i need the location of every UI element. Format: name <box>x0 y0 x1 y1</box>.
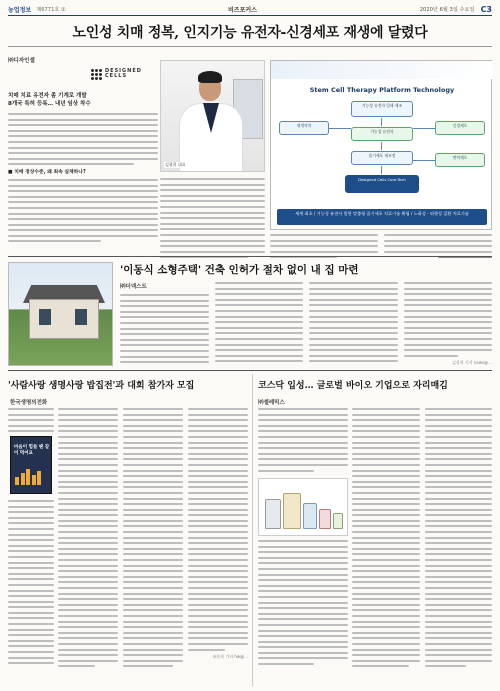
diagram-node-immune: 면역세포 <box>435 153 485 167</box>
diagram-caption: 세계 최초 / 기능성 유전자 발현 맞춤형 줄기세포 치료기술 확립 / 노화성 · 퇴행성 질환 치료기술 <box>277 209 487 225</box>
logo-text-line-2: CELLS <box>105 73 128 79</box>
diagram-node-stem-cell: 줄기세포 재조정 <box>351 151 413 165</box>
photo-caption: 김광희 대표 <box>165 162 186 167</box>
book-cover-image <box>10 436 52 494</box>
mobile-house-photo <box>8 262 113 366</box>
article3-column-1-bottom <box>8 500 54 686</box>
article4-headline: 코스닥 입성… 글로벌 바이오 기업으로 자리매김 <box>258 381 448 391</box>
article2-body <box>120 282 492 366</box>
issue-number: 제6771호 ① <box>36 6 66 13</box>
article1-subhead-2: 8개국 특허 등록… 내년 임상 착수 <box>8 101 91 107</box>
diagram-title: Stem Cell Therapy Platform Technology <box>309 86 455 94</box>
diagram-node-gene-design: 기능성 유전자 일래 재조 <box>351 101 413 117</box>
article1-column-2 <box>160 178 265 260</box>
section-title: 비즈포커스 <box>228 6 257 14</box>
article3-headline: '사람사랑 생명사랑 밥집전'과 대회 참가자 모집 <box>8 381 195 391</box>
article3-column-1-top <box>8 408 54 434</box>
stem-cell-platform-diagram <box>270 60 492 230</box>
article3-footer: 조은희 기자 hw@... <box>212 654 248 660</box>
product-kits-photo <box>258 478 348 536</box>
article2-byline: ㈜더넥스트 <box>120 284 147 290</box>
diagram-node-regenerative: 재생의학 <box>279 121 329 135</box>
diagram-node-functional-gene: 기능성 유전자 <box>351 127 413 141</box>
column-divider <box>252 374 253 686</box>
article3-byline: 한국생명의전화 <box>10 400 48 406</box>
section-divider-2 <box>8 370 492 371</box>
designed-cells-logo <box>90 65 166 83</box>
article3-body <box>58 408 248 686</box>
page-number: C3 <box>480 4 492 14</box>
article1-section-head: ■ 치매 정상수준, 왜 최속 실체하나? <box>8 169 86 175</box>
article1-headline: 노인성 치매 정복, 인지기능 유전자-신경세포 재생에 달렸다 <box>72 25 428 41</box>
article4-byline: ㈜셀레믹스 <box>258 400 285 406</box>
article4-column-1-top <box>258 408 348 474</box>
logo-text-line-1: DESIGNED <box>105 67 142 74</box>
diagram-node-neuron: 신경세포 <box>435 121 485 135</box>
article4-column-1-bottom <box>258 540 348 686</box>
ceo-portrait-photo <box>160 60 265 172</box>
headline-rule <box>8 46 492 47</box>
article2-footer: 김상희 기자 news@... <box>451 360 492 366</box>
article4-body <box>352 408 492 686</box>
section-divider-1 <box>8 256 492 257</box>
article2-headline: '이동식 소형주택' 건축 인허가 절차 없이 내 집 마련 <box>120 264 359 276</box>
article1-column-3 <box>270 234 378 258</box>
article1-byline: ㈜디자인셀 <box>8 58 35 64</box>
logo-dots-icon <box>90 68 102 80</box>
article1-subhead-1: 치매 치료 유전자 좀 기계로 개발 <box>8 93 87 99</box>
issue-date: 2020년 6월 3일 수요일 <box>419 6 475 13</box>
diagram-node-core-tech: Designed Cells Core-Tech <box>345 175 419 193</box>
newspaper-logo: 농업정보 <box>8 6 32 14</box>
book-title: 마음이 힘들 땐 같이 먹어요 <box>14 445 50 456</box>
article1-column-4 <box>384 234 492 258</box>
article1-column-1 <box>8 56 158 256</box>
masthead <box>8 3 492 16</box>
